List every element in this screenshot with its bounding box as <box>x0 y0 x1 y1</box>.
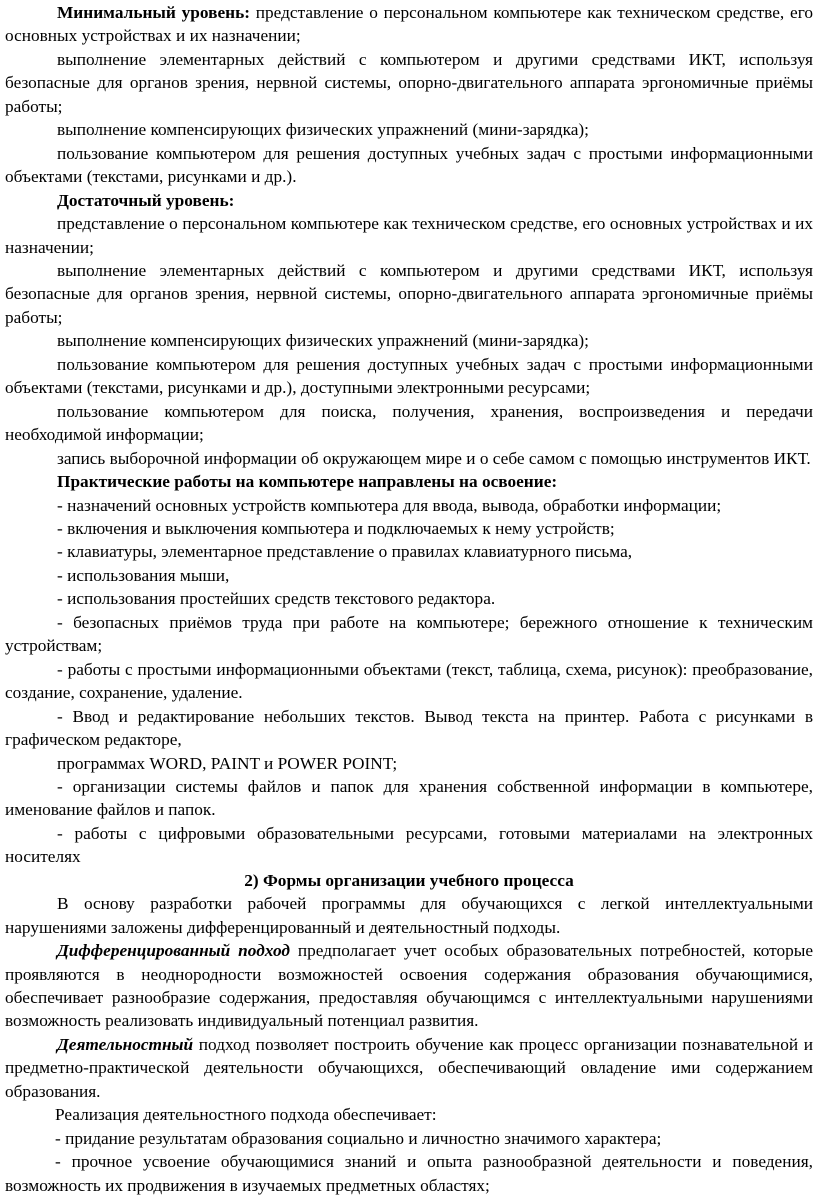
suff-level-item: выполнение элементарных действий с компьютером и другими средствами ИКТ, используя безопасные для органов зрения, нервной системы, опорно-двигательного аппарата эргономичные приёмы работы; <box>5 260 813 327</box>
min-level-item: выполнение элементарных действий с компьютером и другими средствами ИКТ, используя безопасные для органов зрения, нервной системы, опорно-двигательного аппарата эргономичные приёмы работы; <box>5 49 813 116</box>
differentiated-approach-paragraph <box>5 939 813 1033</box>
practical-item: - назначений основных устройств компьютера для ввода, вывода, обработки информации; <box>57 495 722 515</box>
implementation-item: - придание результатам образования социально и личностно значимого характера; <box>55 1128 662 1148</box>
activity-approach-term: Деятельностный <box>57 1034 194 1054</box>
implementation-intro: Реализация деятельностного подхода обеспечивает: <box>55 1105 437 1125</box>
suff-level-item: представление о персональном компьютере как техническом средстве, его основных устройствах и их назначении; <box>5 214 813 257</box>
practical-item: - использования простейших средств текстового редактора. <box>57 589 496 609</box>
min-level-intro: представление о персональном компьютере как техническом средстве, его основных устройствах и их назначении; <box>5 3 813 46</box>
practical-item: - использования мыши, <box>57 565 230 585</box>
min-level-item: выполнение компенсирующих физических упражнений (мини-зарядка); <box>57 120 589 140</box>
practical-item: - включения и выключения компьютера и подключаемых к нему устройств; <box>57 518 615 538</box>
section-paragraph: В основу разработки рабочей программы для обучающихся с легкой интеллектуальными нарушениями заложены дифференцированный и деятельностный подходы. <box>5 894 813 937</box>
min-level-title: Минимальный уровень: <box>57 3 250 22</box>
section-heading: 2) Формы организации учебного процесса <box>244 870 574 890</box>
differentiated-approach-term: Дифференцированный подход <box>57 941 290 961</box>
implementation-item: - прочное усвоение обучающимися знаний и опыта разнообразной деятельности и поведения, возможность их продвижения в изучаемых предметных областях; <box>5 1152 813 1195</box>
practical-item: - организации системы файлов и папок для хранения собственной информации в компьютере, именование файлов и папок. <box>5 776 813 820</box>
practical-item: - Ввод и редактирование небольших текстов. Вывод текста на принтер. Работа с рисунками в графическом редакторе, <box>5 706 813 750</box>
suff-level-item: пользование компьютером для поиска, получения, хранения, воспроизведения и передачи необходимой информации; <box>5 401 813 445</box>
activity-approach-paragraph <box>5 1033 813 1103</box>
practical-item: программах WORD, PAINT и POWER POINT; <box>57 753 398 773</box>
practical-item: - работы с цифровыми образовательными ресурсами, готовыми материалами на электронных носителях <box>5 823 813 867</box>
suff-level-item: выполнение компенсирующих физических упражнений (мини-зарядка); <box>57 331 589 351</box>
practical-item: - клавиатуры, элементарное представление о правилах клавиатурного письма, <box>57 542 633 562</box>
min-level-item: пользование компьютером для решения доступных учебных задач с простыми информационными объектами (текстами, рисунками и др.). <box>5 143 813 187</box>
suff-level-item: запись выборочной информации об окружающем мире и о себе самом с помощью инструментов ИКТ. <box>57 448 811 468</box>
practical-title: Практические работы на компьютере направлены на освоение: <box>57 472 558 492</box>
min-level-paragraph <box>5 1 813 48</box>
practical-item: - работы с простыми информационными объектами (текст, таблица, схема, рисунок): преобразование, создание, сохранение, удаление. <box>5 659 813 703</box>
suff-level-title: Достаточный уровень: <box>57 190 235 210</box>
differentiated-approach-text: предполагает учет особых образовательных потребностей, которые проявляются в неоднородности возможностей освоения содержания образования обучающимися, обеспечивает разнообразие содержания, предоставляя обучающимся с интеллектуальными нарушениями возможность реализовать индивидуальный потенциал развития. <box>5 941 814 1031</box>
activity-approach-text: подход позволяет построить обучение как процесс организации познавательной и предметно-практической деятельности обучающихся, обеспечивающий овладение ими содержанием образования. <box>5 1034 813 1101</box>
practical-item: - безопасных приёмов труда при работе на компьютере; бережного отношение к техническим устройствам; <box>5 612 813 656</box>
suff-level-item: пользование компьютером для решения доступных учебных задач с простыми информационными объектами (текстами, рисунками и др.), доступными электронными ресурсами; <box>5 354 813 398</box>
